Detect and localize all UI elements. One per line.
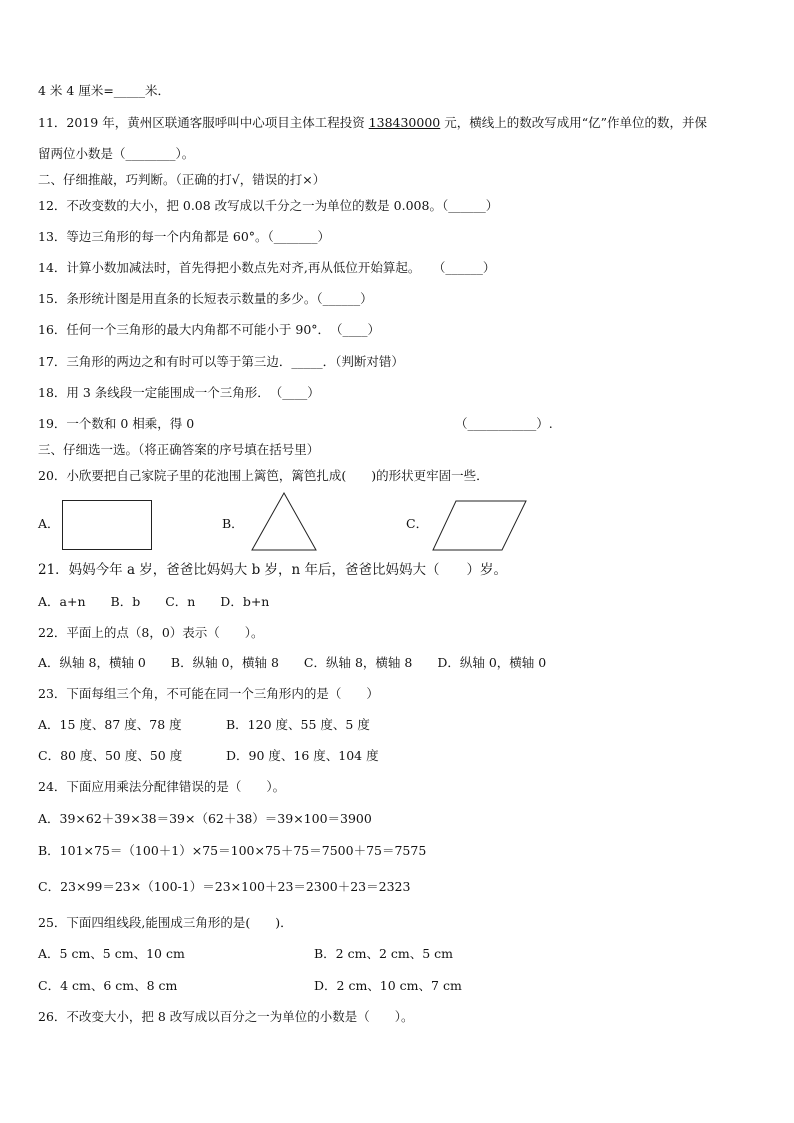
section-2-title: 二、仔细推敲，巧判断。（正确的打√，错误的打×） (38, 172, 326, 187)
underlined-number: 138430000 (368, 115, 441, 130)
question-26: 26．不改变大小，把 8 改写成以百分之一为单位的小数是（ ）。 (38, 1009, 414, 1024)
question-25: 25．下面四组线段,能围成三角形的是( )． (38, 915, 293, 930)
question-11-cont: 留两位小数是（________）。 (38, 146, 195, 161)
question-23-option-d: D．90 度、16 度、104 度 (226, 748, 379, 763)
question-11-text-a: 11．2019 年，黄州区联通客服呼叫中心项目主体工程投资 (38, 115, 369, 130)
question-25-option-c: C．4 cm、6 cm、8 cm (38, 978, 178, 993)
rectangle-shape (62, 500, 152, 550)
question-25-option-b: B．2 cm、2 cm、5 cm (314, 946, 454, 961)
question-14: 14．计算小数加减法时，首先得把小数点先对齐,再从低位开始算起。 （______） (38, 260, 496, 275)
question-10-tail: 4 米 4 厘米=_____米． (38, 83, 171, 98)
question-23-option-a: A．15 度、87 度、78 度 (38, 717, 182, 732)
question-25-option-d: D．2 cm、10 cm、7 cm (314, 978, 462, 993)
parallelogram-shape (432, 500, 528, 552)
section-3-title: 三、仔细选一选。（将正确答案的序号填在括号里） (38, 442, 320, 457)
question-24-option-c: C．23×99＝23×（100-1）＝23×100＋23＝2300＋23＝2323 (38, 879, 411, 894)
question-24: 24．下面应用乘法分配律错误的是（ ）。 (38, 779, 286, 794)
question-19: 19．一个数和 0 相乘，得 0 (38, 416, 195, 431)
triangle-shape (250, 492, 318, 552)
question-13: 13．等边三角形的每一个内角都是 60°。（_______） (38, 229, 331, 244)
question-22-options: A．纵轴 8，横轴 0 B．纵轴 0，横轴 8 C．纵轴 8，横轴 8 D．纵轴 0，横轴 0 (38, 655, 547, 670)
question-17: 17．三角形的两边之和有时可以等于第三边．_____．（判断对错） (38, 354, 404, 369)
question-22: 22．平面上的点（8，0）表示（ ）。 (38, 625, 264, 640)
option-b-label: B． (222, 516, 244, 531)
question-11-text-b: 元，横线上的数改写成用“亿”作单位的数，并保 (440, 115, 708, 130)
option-a-label: A． (38, 516, 60, 531)
question-20: 20．小欣要把自己家院子里的花池围上篱笆，篱笆扎成( )的形状更牢固一些． (38, 468, 489, 483)
question-25-option-a: A．5 cm、5 cm、10 cm (38, 946, 185, 961)
question-15: 15．条形统计图是用直条的长短表示数量的多少。（______） (38, 291, 373, 306)
question-24-option-b: B．101×75＝（100＋1）×75＝100×75＋75＝7500＋75＝7575 (38, 843, 427, 858)
question-16: 16．任何一个三角形的最大内角都不可能小于 90°． （____） (38, 322, 381, 337)
question-18: 18．用 3 条线段一定能围成一个三角形． （____） (38, 385, 320, 400)
question-23: 23．下面每组三个角，不可能在同一个三角形内的是（ ） (38, 686, 379, 701)
question-11 (38, 115, 707, 131)
question-23-option-c: C．80 度、50 度、50 度 (38, 748, 183, 763)
question-21-options: A．a+n B．b C．n D．b+n (38, 594, 270, 609)
question-12: 12．不改变数的大小，把 0.08 改写成以千分之一为单位的数是 0.008。（______） (38, 198, 499, 213)
question-24-option-a: A．39×62＋39×38＝39×（62＋38）＝39×100＝3900 (38, 811, 372, 826)
question-23-option-b: B．120 度、55 度、5 度 (226, 717, 370, 732)
question-19-blank: （___________）. (455, 416, 553, 431)
question-21: 21．妈妈今年 a 岁，爸爸比妈妈大 b 岁，n 年后，爸爸比妈妈大（ ）岁。 (38, 562, 508, 578)
option-c-label: C． (406, 516, 429, 531)
